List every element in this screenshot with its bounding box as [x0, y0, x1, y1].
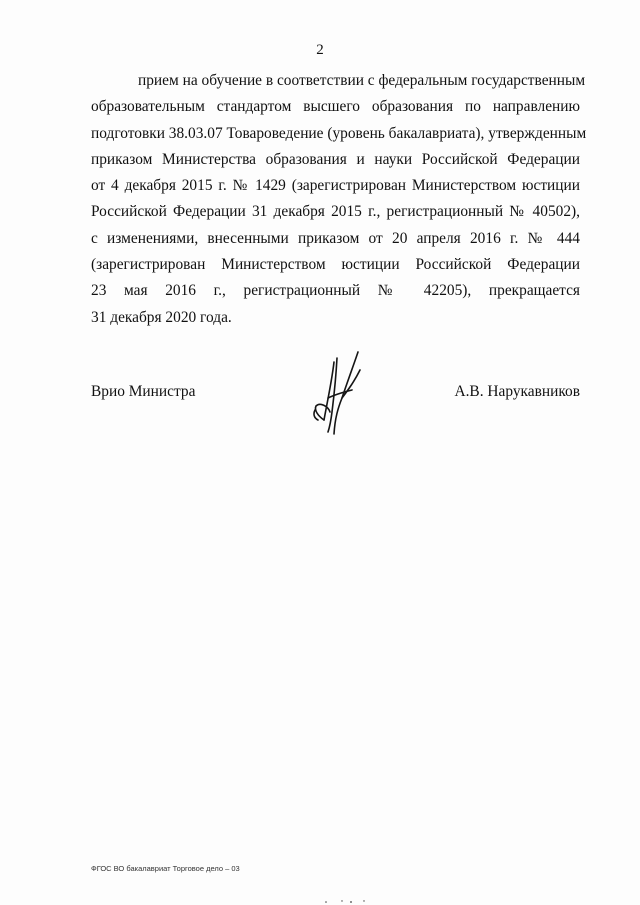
paragraph-line: от 4 декабря 2015 г. № 1429 (зарегистрирован Министерством юстиции: [91, 177, 580, 195]
paragraph-line: 31 декабря 2020 года.: [91, 308, 232, 326]
page-number: 2: [316, 42, 324, 58]
document-footer: ФГОС ВО бакалавриат Торговое дело – 03: [91, 864, 240, 873]
body-paragraph: [91, 68, 587, 331]
scan-artifact: [320, 897, 380, 905]
paragraph-line: Российской Федерации 31 декабря 2015 г., регистрационный № 40502),: [91, 203, 580, 221]
paragraph-line: с изменениями, внесенными приказом от 20 апреля 2016 г. № 444: [91, 229, 580, 247]
paragraph-line: подготовки 38.03.07 Товароведение (уровень бакалавриата), утвержденным: [91, 124, 587, 142]
signatory-position: Врио Министра: [91, 383, 196, 400]
paragraph-line: прием на обучение в соответствии с федеральным государственным: [138, 72, 586, 89]
paragraph-line: (зарегистрирован Министерством юстиции Российской Федерации: [91, 256, 580, 274]
signatory-name: А.В. Нарукавников: [454, 383, 580, 400]
paragraph-line: приказом Министерства образования и науки Российской Федерации: [91, 150, 580, 168]
handwritten-signature: [306, 350, 366, 436]
paragraph-line: образовательным стандартом высшего образования по направлению: [91, 98, 580, 116]
paragraph-line: 23 мая 2016 г., регистрационный № 42205), прекращается: [91, 282, 580, 300]
